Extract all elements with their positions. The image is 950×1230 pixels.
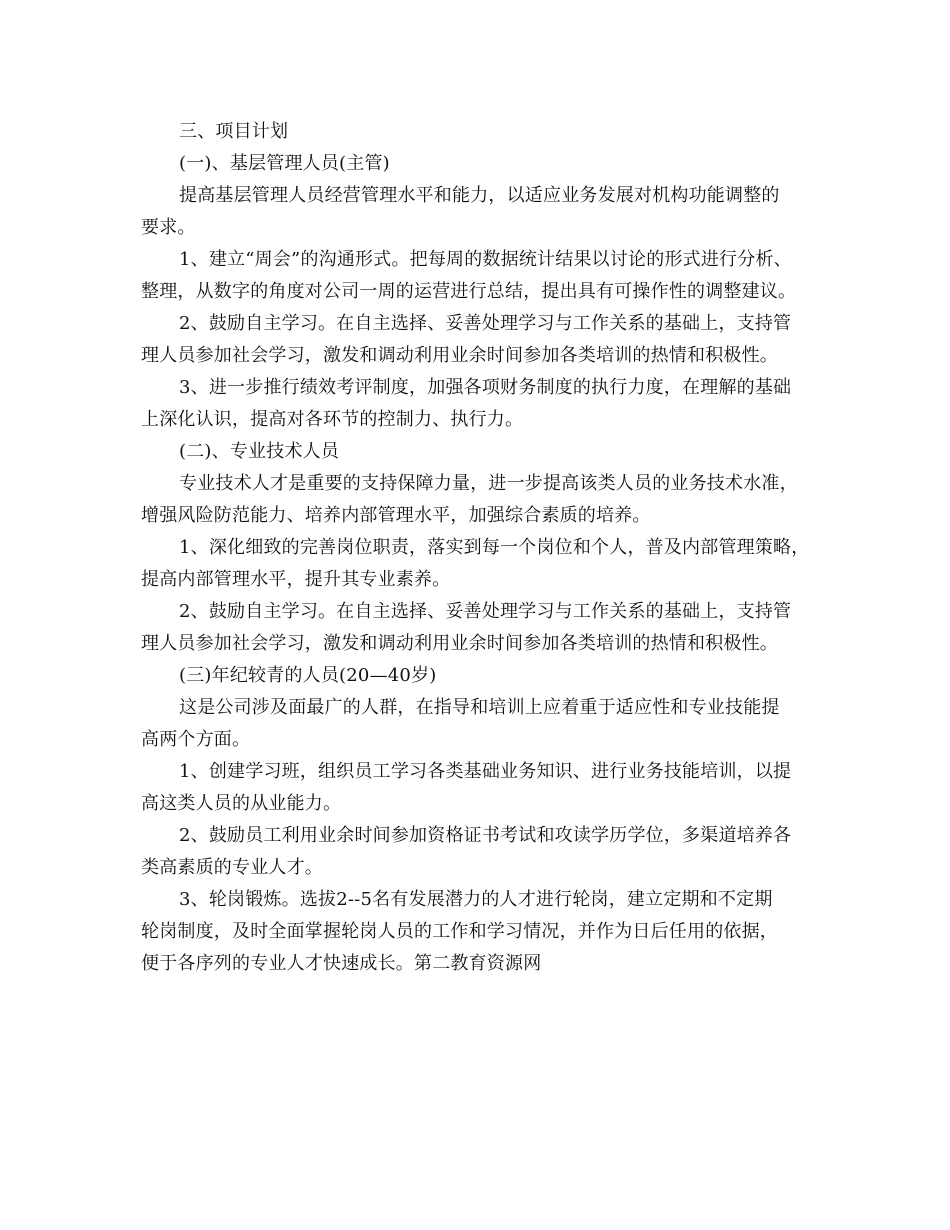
subsection-heading: (一)、基层管理人员(主管) [179,153,390,174]
paragraph-line: 1、深化细致的完善岗位职责，落实到每一个岗位和个人，普及内部管理策略， [179,537,810,558]
subsection-heading: (三)年纪较青的人员(20—40岁) [179,665,437,686]
paragraph-line: 这是公司涉及面最广的人群，在指导和培训上应着重于适应性和专业技能提 [179,697,780,718]
paragraph-line: 1、建立“周会”的沟通形式。把每周的数据统计结果以讨论的形式进行分析、 [179,249,792,270]
paragraph-line: 2、鼓励员工利用业余时间参加资格证书考试和攻读学历学位，多渠道培养各 [179,825,792,846]
paragraph-line: 要求。 [141,217,196,238]
paragraph-line: 3、进一步推行绩效考评制度，加强各项财务制度的执行力度，在理解的基础 [179,377,792,398]
section-heading: 三、项目计划 [179,121,289,142]
subsection-heading: (二)、专业技术人员 [179,441,340,462]
paragraph-line: 增强风险防范能力、培养内部管理水平，加强综合素质的培养。 [141,505,651,526]
paragraph-line: 提高内部管理水平，提升其专业素养。 [141,569,451,590]
paragraph-line: 1、创建学习班，组织员工学习各类基础业务知识、进行业务技能培训，以提 [179,761,792,782]
paragraph-line: 专业技术人才是重要的支持保障力量，进一步提高该类人员的业务技术水准， [179,473,798,494]
paragraph-line: 上深化认识，提高对各环节的控制力、执行力。 [141,409,524,430]
paragraph-line: 轮岗制度，及时全面掌握轮岗人员的工作和学习情况，并作为日后任用的依据， [141,921,778,942]
paragraph-line: 便于各序列的专业人才快速成长。第二教育资源网 [141,953,542,974]
document-body [141,116,813,980]
paragraph-line: 类高素质的专业人才。 [141,857,323,878]
paragraph-line: 高两个方面。 [141,729,251,750]
paragraph-line: 2、鼓励自主学习。在自主选择、妥善处理学习与工作关系的基础上，支持管 [179,601,792,622]
paragraph-line: 整理，从数字的角度对公司一周的运营进行总结，提出具有可操作性的调整建议。 [141,281,797,302]
paragraph-line: 提高基层管理人员经营管理水平和能力，以适应业务发展对机构功能调整的 [179,185,780,206]
paragraph-line: 高这类人员的从业能力。 [141,793,342,814]
paragraph-line: 理人员参加社会学习，激发和调动利用业余时间参加各类培训的热情和积极性。 [141,345,778,366]
paragraph-line: 理人员参加社会学习，激发和调动利用业余时间参加各类培训的热情和积极性。 [141,633,778,654]
paragraph-line: 3、轮岗锻炼。选拔2--5名有发展潜力的人才进行轮岗，建立定期和不定期 [179,889,773,910]
paragraph-line: 2、鼓励自主学习。在自主选择、妥善处理学习与工作关系的基础上，支持管 [179,313,792,334]
